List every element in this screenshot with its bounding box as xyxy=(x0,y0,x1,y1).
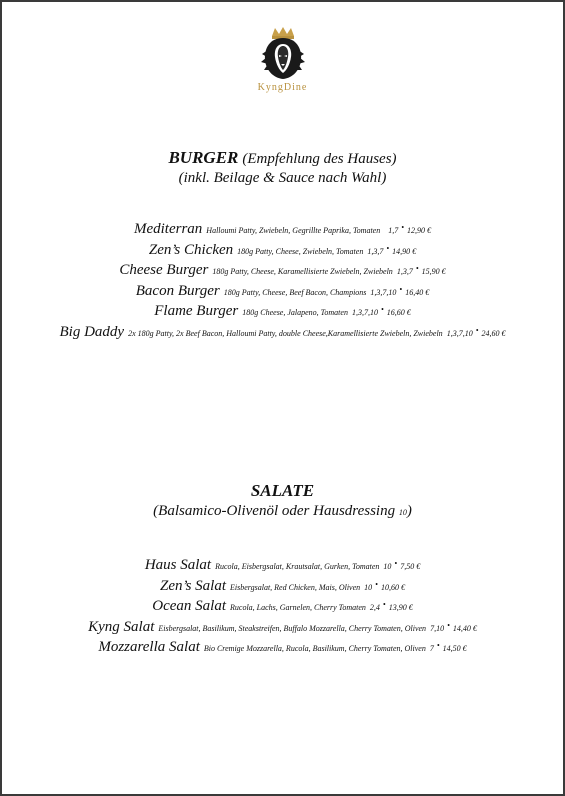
list-item xyxy=(2,282,563,303)
burger-title: BURGER xyxy=(168,148,239,167)
item-name: Mediterran xyxy=(133,221,203,237)
burger-list xyxy=(2,220,563,343)
allergen-codes: 2,4 xyxy=(369,603,380,612)
bullet-icon: • xyxy=(415,264,419,273)
item-price: 16,40 € xyxy=(405,287,430,297)
lion-crown-icon xyxy=(258,26,308,80)
item-price: 12,90 € xyxy=(407,226,432,235)
burger-subtitle: (inkl. Beilage & Sauce nach Wahl) xyxy=(178,170,387,186)
logo xyxy=(2,26,563,93)
brand-name: KyngDine xyxy=(257,82,308,93)
bullet-icon: • xyxy=(436,641,440,650)
salate-subtitle-text: (Balsamico-Olivenöl oder Hausdressing xyxy=(153,503,396,519)
list-item xyxy=(2,220,563,241)
allergen-codes: 7 xyxy=(429,644,434,653)
salate-subtitle-code: 10 xyxy=(398,508,407,517)
item-name: Ocean Salat xyxy=(152,598,226,614)
item-description: Eisbergsalat, Red Chicken, Mais, Oliven xyxy=(230,582,361,592)
item-name: Bacon Burger xyxy=(135,282,220,299)
item-description: Eisbergsalat, Basilikum, Steakstreifen, Buffalo Mozzarella, Cherry Tomaten, Oliven xyxy=(158,623,427,633)
burger-title-note: (Empfehlung des Hauses) xyxy=(242,151,397,167)
bullet-icon: • xyxy=(380,305,384,314)
item-name: Kyng Salat xyxy=(88,618,155,635)
item-price: 24,60 € xyxy=(481,328,506,338)
item-price: 16,60 € xyxy=(386,308,411,317)
bullet-icon: • xyxy=(382,600,386,609)
allergen-codes: 1,3,7 xyxy=(367,246,384,256)
item-price: 14,40 € xyxy=(452,623,477,633)
item-name: Zen’s Chicken xyxy=(148,241,234,258)
list-item xyxy=(2,261,563,282)
item-description: Rucola, Eisbergsalat, Krautsalat, Gurken, Tomaten xyxy=(215,562,380,571)
item-price: 10,60 € xyxy=(380,582,405,592)
bullet-icon: • xyxy=(375,579,378,589)
item-name: Cheese Burger xyxy=(119,262,209,278)
salate-subtitle xyxy=(2,503,563,520)
list-item xyxy=(2,241,563,262)
list-item xyxy=(2,556,563,577)
item-name: Big Daddy xyxy=(59,323,125,340)
item-name: Zen’s Salat xyxy=(160,577,227,594)
bullet-icon: • xyxy=(386,243,390,253)
item-description: 2x 180g Patty, 2x Beef Bacon, Halloumi Patty, double Cheese,Karamellisierte Zwiebeln, Zwiebeln xyxy=(128,328,443,338)
allergen-codes: 1,3,7,10 xyxy=(370,287,397,297)
allergen-codes: 10 xyxy=(364,582,373,592)
burger-heading xyxy=(2,148,563,168)
item-description: 180g Patty, Cheese, Zwiebeln, Tomaten xyxy=(237,246,364,256)
salate-list xyxy=(2,556,563,659)
list-item xyxy=(2,638,563,659)
allergen-codes: 7,10 xyxy=(430,623,445,633)
allergen-codes: 1,3,7,10 xyxy=(351,308,378,317)
item-description: 180g Patty, Cheese, Karamellisierte Zwiebeln, Zwiebeln xyxy=(212,267,393,276)
item-price: 7,50 € xyxy=(400,562,421,571)
allergen-codes: 10 xyxy=(383,562,392,571)
allergen-codes: 1,3,7 xyxy=(396,267,413,276)
item-name: Flame Burger xyxy=(154,303,239,319)
item-price: 14,90 € xyxy=(392,246,417,256)
salate-title: SALATE xyxy=(250,481,315,500)
bullet-icon: • xyxy=(394,559,398,568)
item-name: Mozzarella Salat xyxy=(98,639,200,655)
list-item xyxy=(2,302,563,323)
item-description: Rucola, Lachs, Garnelen, Cherry Tomaten xyxy=(230,603,366,612)
list-item xyxy=(2,618,563,639)
list-item xyxy=(2,577,563,598)
item-description: 180g Patty, Cheese, Beef Bacon, Champions xyxy=(223,287,367,297)
item-price: 15,90 € xyxy=(421,267,446,276)
bullet-icon: • xyxy=(399,284,403,294)
bullet-icon: • xyxy=(475,325,479,335)
list-item xyxy=(2,323,563,344)
salate-subtitle-close: ) xyxy=(406,503,412,519)
bullet-icon: • xyxy=(401,223,405,232)
list-item xyxy=(2,597,563,618)
allergen-codes: 1,3,7,10 xyxy=(446,328,473,338)
item-price: 14,50 € xyxy=(442,644,467,653)
item-name: Haus Salat xyxy=(144,557,212,573)
item-description: Halloumi Patty, Zwiebeln, Gegrillte Paprika, Tomaten xyxy=(206,226,381,235)
item-description: Bio Cremige Mozzarella, Rucola, Basilikum, Cherry Tomaten, Oliven xyxy=(203,644,426,653)
allergen-codes: 1,7 xyxy=(388,226,399,235)
item-description: 180g Cheese, Jalapeno, Tomaten xyxy=(242,308,348,317)
item-price: 13,90 € xyxy=(388,603,413,612)
bullet-icon: • xyxy=(447,620,450,630)
